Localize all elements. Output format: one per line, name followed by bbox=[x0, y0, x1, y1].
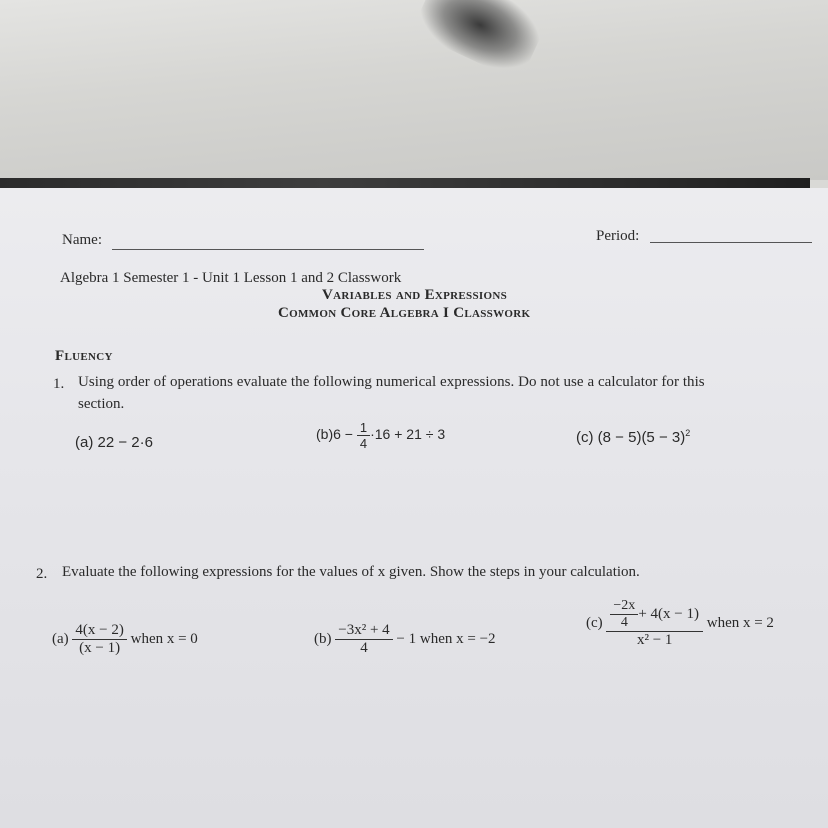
hand-shadow bbox=[411, 0, 549, 82]
q1a-expression: 22 − 2·6 bbox=[97, 434, 153, 451]
q2a-numerator: 4(x − 2) bbox=[72, 622, 126, 640]
worksheet-page bbox=[0, 188, 828, 828]
q2a-denominator: (x − 1) bbox=[79, 640, 121, 656]
q2-part-a bbox=[52, 622, 198, 657]
q1b-numerator: 1 bbox=[357, 420, 370, 436]
q1c-label: (c) bbox=[576, 429, 594, 446]
q2a-fraction bbox=[72, 622, 126, 657]
q2c-denominator: x² − 1 bbox=[636, 632, 673, 648]
q1-number: 1. bbox=[53, 376, 65, 392]
q2c-inner-numerator: −2x bbox=[610, 598, 638, 615]
q2b-label: (b) bbox=[314, 630, 332, 647]
q1b-denominator: 4 bbox=[359, 436, 368, 451]
q2-text: Evaluate the following expressions for the values of x given. Show the steps in your calculation. bbox=[62, 564, 640, 580]
q2a-label: (a) bbox=[52, 630, 69, 647]
q2b-numerator: −3x² + 4 bbox=[335, 622, 392, 640]
q2a-when: when x = 0 bbox=[130, 630, 198, 647]
q1-part-b bbox=[316, 420, 445, 451]
q2b-denominator: 4 bbox=[360, 640, 368, 656]
q2c-inner-denominator: 4 bbox=[620, 615, 628, 630]
worksheet-subtitle: Common Core Algebra I Classwork bbox=[278, 305, 531, 321]
desk-background bbox=[0, 0, 828, 180]
q2c-inner-post: + 4(x − 1) bbox=[638, 605, 699, 622]
q1a-label: (a) bbox=[75, 434, 94, 451]
q2b-fraction bbox=[335, 622, 392, 657]
section-heading: Fluency bbox=[55, 348, 113, 364]
worksheet-title: Variables and Expressions bbox=[322, 287, 507, 303]
q1b-fraction bbox=[357, 420, 370, 451]
q1-part-c bbox=[576, 428, 690, 446]
q2b-post: − 1 when x = −2 bbox=[396, 630, 496, 647]
q2-part-c bbox=[586, 598, 774, 649]
q2c-label: (c) bbox=[586, 614, 603, 631]
q1c-expression: (8 − 5)(5 − 3) bbox=[597, 429, 686, 446]
q1b-label: (b) bbox=[316, 426, 334, 443]
name-label: Name: bbox=[62, 232, 102, 248]
period-label: Period: bbox=[596, 228, 640, 244]
course-line: Algebra 1 Semester 1 - Unit 1 Lesson 1 and 2 Classwork bbox=[60, 270, 402, 286]
q2c-fraction bbox=[606, 598, 703, 649]
q1b-post: ·16 + 21 ÷ 3 bbox=[370, 426, 446, 443]
q1-text-line1: Using order of operations evaluate the following numerical expressions. Do not use a calculator for this bbox=[78, 374, 705, 390]
q2c-numerator bbox=[606, 598, 703, 632]
period-field[interactable] bbox=[650, 242, 812, 243]
q2-number: 2. bbox=[36, 566, 48, 582]
q1b-pre: 6 − bbox=[333, 426, 353, 443]
q1c-exponent: 2 bbox=[685, 428, 691, 438]
name-field[interactable] bbox=[112, 249, 424, 250]
q1-part-a bbox=[75, 434, 153, 451]
q1-text-line2: section. bbox=[78, 396, 125, 412]
q2c-when: when x = 2 bbox=[706, 614, 774, 631]
q2-part-b bbox=[314, 622, 496, 657]
q2c-inner-fraction bbox=[610, 598, 638, 631]
